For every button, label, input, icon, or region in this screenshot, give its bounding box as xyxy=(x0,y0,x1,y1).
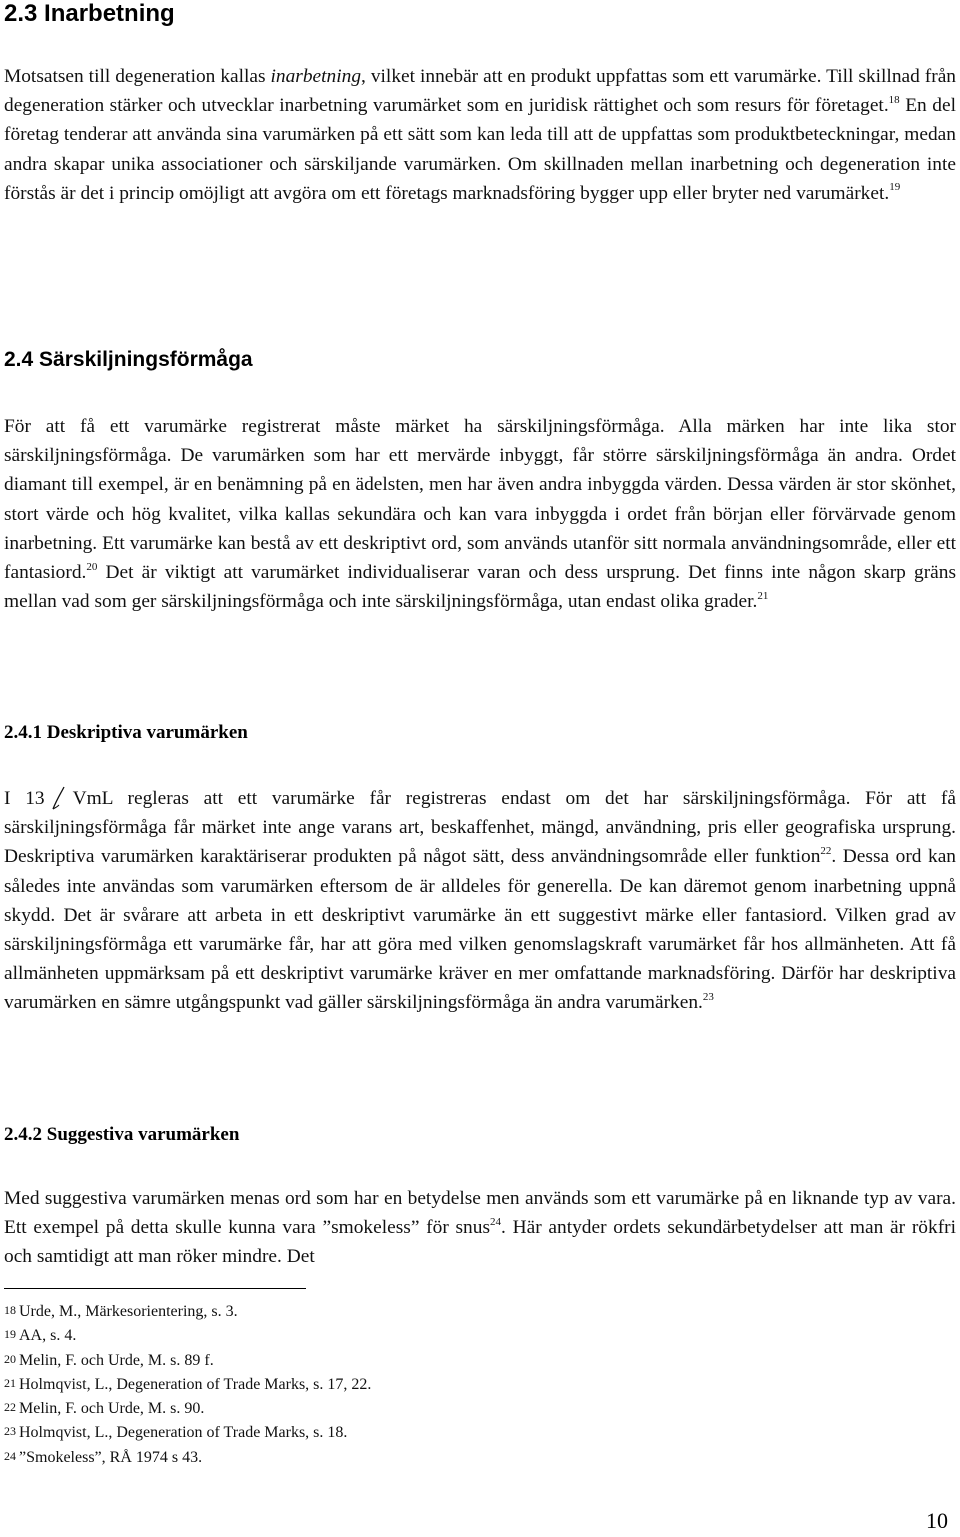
footnote-number: 22 xyxy=(4,1400,16,1415)
footnote-number: 20 xyxy=(4,1351,16,1366)
footnote-ref-19[interactable]: 19 xyxy=(889,181,901,194)
footnote-text: Melin, F. och Urde, M. s. 89 f. xyxy=(19,1351,214,1369)
footnote-text: ”Smokeless”, RÅ 1974 s 43. xyxy=(19,1448,203,1466)
paragraph-sarskiljningsformaga xyxy=(4,412,956,616)
text-run: . Här antyder ordets sekundärbetydelser att man är rökfri och samtidigt att man röker mindre. Det xyxy=(4,1217,956,1268)
footnote-number: 24 xyxy=(4,1448,16,1463)
text-run: VmL regleras att ett varumärke får registreras endast om det har särskiljningsförmåga. För att få särskiljningsförmåga får märket inte ange varans art, beskaffenhet, mängd, användning, pris eller geografiska ursprung. Deskriptiva varumärken karaktäriserar produkten på något sätt, dess användningsområde eller funktion xyxy=(4,788,956,868)
footnote-item xyxy=(4,1349,371,1373)
paragraph-deskriptiva xyxy=(4,784,956,1018)
page-number: 10 xyxy=(926,1508,948,1533)
section-heading-2-4-1: 2.4.1 Deskriptiva varumärken xyxy=(4,722,248,743)
section-heading-2-4-2: 2.4.2 Suggestiva varumärken xyxy=(4,1124,240,1145)
footnote-text: Urde, M., Märkesorientering, s. 3. xyxy=(19,1303,238,1320)
footnote-number: 19 xyxy=(4,1327,16,1342)
footnote-number: 23 xyxy=(4,1424,16,1439)
footnote-text: Melin, F. och Urde, M. s. 90. xyxy=(19,1400,205,1418)
text-run: Det är viktigt att varumärket individualiserar varan och dess ursprung. Det finns inte någon skarp gräns mellan vad som ger särskiljningsförmåga och inte särskiljningsförmåga, utan endast olika grader. xyxy=(4,562,956,613)
footnote-number: 18 xyxy=(4,1303,16,1317)
footnote-ref-20[interactable]: 20 xyxy=(86,560,98,573)
paragraph-inarbetning xyxy=(4,62,956,208)
footnote-item xyxy=(4,1324,371,1348)
text-run: För att få ett varumärke registrerat måste märket ha särskiljningsförmåga. Alla märken har inte lika stor särskiljningsförmåga. De varumärken som har ett mervärde inbyggt, får större särskiljningsförmåga än andra. Ordet diamant till exempel, är en benämning på en ädelsten, men har även andra inbyggda värden. Dessa värden är stor skönhet, stort värde och hög kvalitet, vilka kallas sekundära och kan vara inbyggda i ordet från början eller förvärvade genom inarbetning. Ett varumärke kan bestå av ett deskriptivt ord, som används utanför sitt normala användningsområde, eller ett fantasiord. xyxy=(4,416,956,584)
footnote-list xyxy=(4,1300,371,1470)
footnote-item xyxy=(4,1446,371,1470)
paragraph-suggestiva xyxy=(4,1184,956,1272)
footnote-ref-21[interactable]: 21 xyxy=(757,589,769,602)
footnote-ref-23[interactable]: 23 xyxy=(702,990,714,1003)
text-run: Med suggestiva varumärken menas ord som har en betydelse men används som ett varumärke på en liknande typ av vara. Ett exempel på detta skulle kunna vara ”smokeless” för snus xyxy=(4,1188,956,1239)
footnote-text: AA, s. 4. xyxy=(19,1327,77,1345)
text-run: En del företag tenderar att använda sina varumärken på ett sätt som kan leda till att de uppfattas som produktbeteckningar, medan andra skapar unika associationer och särskiljande varumärken. Om skillnaden mellan inarbetning och degeneration inte förstås är det i princip omöjligt att avgöra om ett företags marknadsföring bygger upp eller bryter ned varumärket. xyxy=(4,95,956,204)
footnote-number: 21 xyxy=(4,1375,16,1390)
footnote-ref-22[interactable]: 22 xyxy=(820,844,832,857)
section-heading-2-3: 2.3 Inarbetning xyxy=(4,0,175,27)
section-heading-2-4: 2.4 Särskiljningsförmåga xyxy=(4,348,253,371)
text-run: . Dessa ord kan således inte användas som varumärken eftersom de är alldeles för generella. De kan däremot genom inarbetning uppnå skydd. Det är svårare att arbeta in ett deskriptivt varumärke än ett suggestivt märke eller fantasiord. Vilken grad av särskiljningsförmåga ett varumärke får, har att göra med vilken genomslagskraft varumärket får hos allmänheten. Att få allmänheten uppmärksam på ett deskriptivt varumärke kräver en mer omfattande marknadsföring. Därför har deskriptiva varumärken en sämre utgångspunkt vad gäller särskiljningsförmåga än andra varumärken. xyxy=(4,846,956,1014)
emphasis-inarbetning: inarbetning xyxy=(270,66,362,87)
footnote-item xyxy=(4,1421,371,1445)
text-run: Motsatsen till degeneration kallas xyxy=(4,66,271,87)
footnote-text: Holmqvist, L., Degeneration of Trade Marks, s. 17, 22. xyxy=(19,1375,372,1393)
text-run: I 13 xyxy=(4,788,45,809)
footnote-ref-24[interactable]: 24 xyxy=(490,1215,501,1228)
footnote-item xyxy=(4,1397,371,1421)
footnote-item xyxy=(4,1300,371,1324)
footnote-ref-18[interactable]: 18 xyxy=(888,93,900,106)
footnote-item xyxy=(4,1373,371,1397)
paragraph-section-sign-icon xyxy=(49,786,69,810)
text-run: , vilket innebär att en produkt uppfattas som ett varumärke. Till skillnad från degeneration stärker och utvecklar inarbetning varumärket som en juridisk rättighet och som resurs för företaget. xyxy=(4,66,957,117)
footnote-text: Holmqvist, L., Degeneration of Trade Marks, s. 18. xyxy=(19,1424,348,1442)
footnote-separator xyxy=(4,1288,306,1289)
